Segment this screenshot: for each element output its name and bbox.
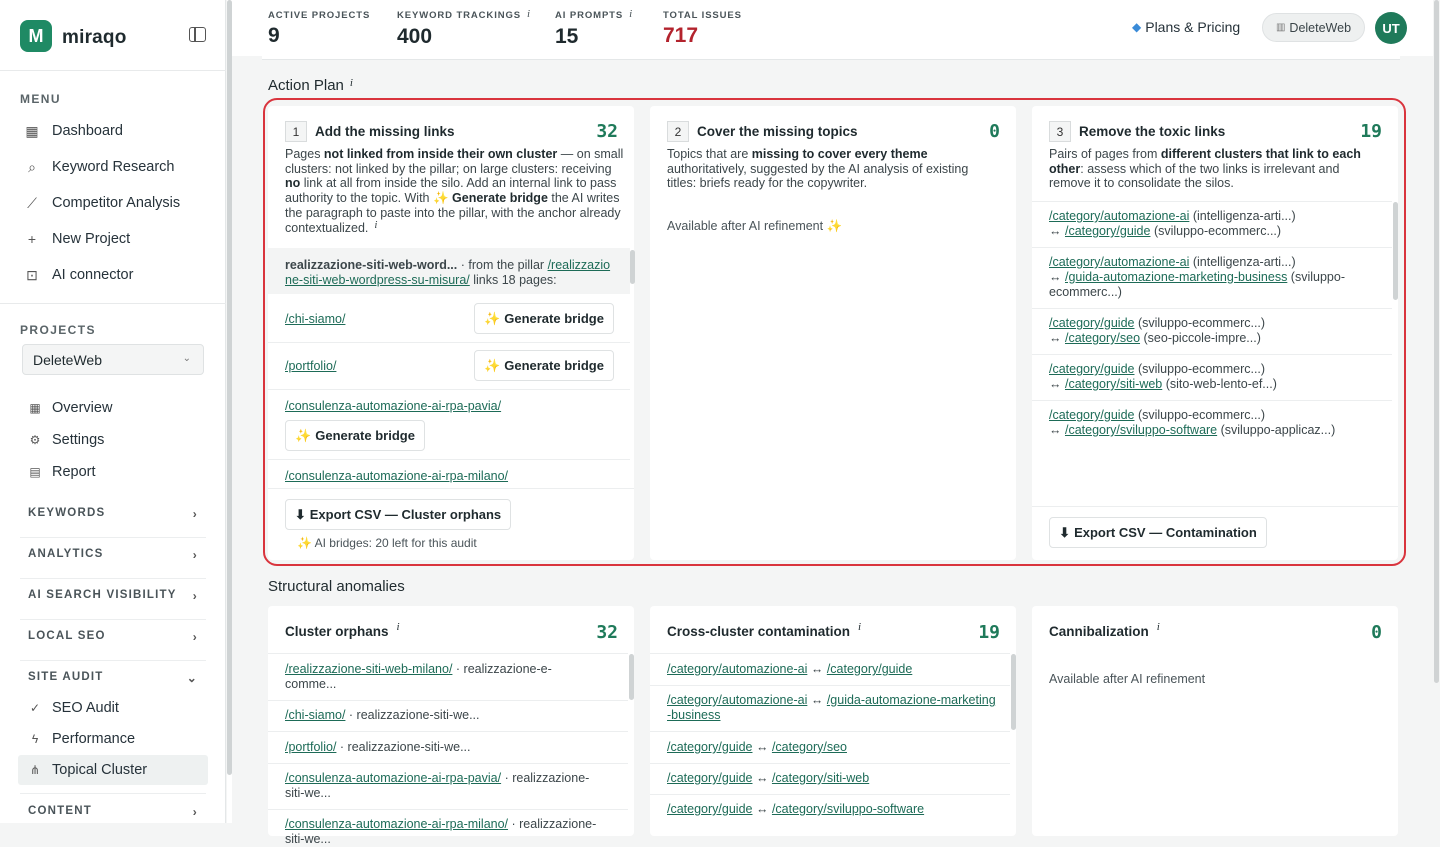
- chevron-down-icon: ⌄: [182, 353, 191, 364]
- card-count: 32: [596, 622, 618, 643]
- toxic-pair: /category/guide (sviluppo-ecommerc...) ↔ /category/seo (seo-piccole-impre...): [1049, 316, 1266, 345]
- orphan-link[interactable]: /chi-siamo/: [285, 312, 346, 326]
- toxic-pair: /category/automazione-ai (intelligenza-arti...) ↔ /category/guide (sviluppo-ecommerc...): [1049, 209, 1296, 238]
- nav-seo-audit[interactable]: ✓ SEO Audit: [29, 700, 119, 716]
- stat-active-projects: ACTIVE PROJECTS 9: [268, 10, 371, 47]
- card-remove-toxic-links: 3 Remove the toxic links 19 Pairs of pages from different clusters that link to each other: assess which of the two links is irrelevant and remove it to consolidate the silos. /category/automazione-ai (intelligenza-arti...) ↔ /category/guide (sviluppo-ecommerc...) /category/automazione-ai (intelligenza-arti...) ↔ /guida-automazione-marketing-business (sviluppo-ecommerc...) /category/guide (sviluppo-ecommerc...) ↔ /category/seo (seo-piccole-impre...) /category/guide (sviluppo-ecommerc...) ↔ /category/siti-web (sito-web-lento-ef...) /category/guide (sviluppo-ecommerc...) ↔ /category/sviluppo-software (sviluppo-applicaz...) ⬇ Export CSV — Contamination: [1032, 106, 1398, 560]
- export-csv-contamination-button[interactable]: ⬇ Export CSV — Contamination: [1049, 517, 1267, 548]
- sparkle-icon: ✨: [295, 427, 312, 443]
- orphan-link[interactable]: /consulenza-automazione-ai-rpa-milano/: [285, 469, 509, 483]
- project-select[interactable]: DeleteWeb ⌄: [22, 344, 204, 375]
- card-title: Cluster orphans: [285, 624, 389, 639]
- chevron-right-icon: ›: [192, 548, 198, 562]
- stat-ai-prompts: AI PROMPTS i 15: [555, 8, 633, 48]
- check-icon: ✓: [29, 701, 41, 715]
- list-item: /consulenza-automazione-ai-rpa-pavia/ · realizzazione-siti-we...: [285, 771, 590, 800]
- info-icon[interactable]: i: [396, 620, 400, 633]
- list-scrollbar[interactable]: [1011, 654, 1016, 730]
- robot-icon: ⊡: [26, 266, 38, 283]
- card-description: Pages not linked from inside their own cluster — on small clusters: not linked by the pillar; on large clusters: receiving no link at all from inside the silo. Add an internal link to pass authority to the topic. With ✨ Generate bridge the AI writes the paragraph to paste into the pillar, with the anchor already contextualized. i: [285, 147, 624, 235]
- generate-bridge-button[interactable]: ✨ Generate bridge: [474, 303, 614, 334]
- download-icon: ⬇: [1059, 524, 1071, 540]
- card-add-missing-links: 1 Add the missing links 32 Pages not linked from inside their own cluster — on small clusters: not linked by the pillar; on large clusters: receiving no link at all from inside the silo. Add an internal link to pass authority to the topic. With ✨ Generate bridge the AI writes the paragraph to paste into the pillar, with the anchor already contextualized. i realizzazione-siti-web-word... · from the pillar /realizzazione-siti-web-wordpress-su-misura/ links 18 pages: /chi-siamo/ ✨ Generate bridge /portfolio/ ✨ Generate bridge /consulenza-automazione-ai-rpa-pavia/ ✨ Generate bridge /consulenza-automazione-ai-rpa-milano/ ⬇ Export CSV — Cluster orphans ✨ AI bridges: 20 left for this audit: [268, 106, 634, 560]
- list-item: /chi-siamo/ · realizzazione-siti-we...: [285, 708, 480, 722]
- list-item: /portfolio/ · realizzazione-siti-we...: [285, 740, 471, 754]
- info-icon[interactable]: i: [374, 218, 378, 231]
- card-count: 19: [978, 622, 1000, 643]
- logo-icon[interactable]: M: [20, 20, 52, 52]
- export-csv-orphans-button[interactable]: ⬇ Export CSV — Cluster orphans: [285, 499, 511, 530]
- nav-ai-connector[interactable]: ⊡ AI connector: [24, 264, 133, 286]
- card-title: Add the missing links: [315, 124, 455, 139]
- share-icon: ⋔: [29, 763, 41, 777]
- card-title: Cover the missing topics: [697, 124, 858, 139]
- sparkle-icon: ✨: [484, 310, 501, 326]
- sidebar-toggle-icon[interactable]: [189, 27, 206, 42]
- list-item: /category/guide ↔ /category/sviluppo-software: [667, 802, 925, 816]
- card-count: 0: [989, 121, 1000, 142]
- group-ai-search-visibility[interactable]: AI SEARCH VISIBILITY ›: [28, 589, 198, 603]
- divider: [0, 303, 226, 304]
- pillar-link[interactable]: /realizzazione-siti-web-wordpress-su-misura/: [285, 258, 611, 287]
- list-item: /category/guide ↔ /category/seo: [667, 740, 847, 754]
- group-content[interactable]: CONTENT ›: [28, 805, 198, 819]
- list-item: /category/automazione-ai ↔ /category/guide: [667, 662, 913, 676]
- card-count: 19: [1360, 121, 1382, 142]
- list-scrollbar[interactable]: [1393, 202, 1398, 300]
- info-icon[interactable]: i: [1156, 620, 1160, 633]
- card-count: 32: [596, 121, 618, 142]
- nav-topical-cluster[interactable]: ⋔ Topical Cluster: [18, 755, 208, 785]
- document-icon: ▤: [29, 465, 41, 479]
- sidebar: [0, 0, 226, 823]
- sparkle-icon: ✨: [484, 357, 501, 373]
- nav-performance[interactable]: ϟ Performance: [28, 728, 135, 750]
- list-item: /consulenza-automazione-ai-rpa-milano/ · realizzazione-siti-we...: [285, 817, 597, 846]
- availability-note: Available after AI refinement: [1049, 672, 1206, 686]
- nav-competitor-analysis[interactable]: ⟋ Competitor Analysis: [24, 192, 180, 214]
- list-item: /category/guide ↔ /category/siti-web: [667, 771, 870, 785]
- nav-dashboard[interactable]: ▦ Dashboard: [25, 122, 123, 139]
- list-item: /category/automazione-ai ↔ /guida-automazione-marketing-business: [667, 693, 996, 722]
- divider: [0, 70, 226, 71]
- group-analytics[interactable]: ANALYTICS ›: [28, 548, 198, 562]
- pillar-row: realizzazione-siti-web-word... · from the pillar /realizzazione-siti-web-wordpress-su-misura/ links 18 pages:: [268, 248, 630, 294]
- chevron-right-icon: ›: [192, 589, 198, 603]
- generate-bridge-button[interactable]: ✨ Generate bridge: [285, 420, 425, 451]
- nav-settings[interactable]: ⚙ Settings: [29, 432, 105, 448]
- plans-pricing-link[interactable]: ◆ Plans & Pricing: [1132, 19, 1241, 35]
- stat-keyword-trackings: KEYWORD TRACKINGS i 400: [397, 8, 531, 48]
- orphan-link[interactable]: /portfolio/: [285, 359, 337, 373]
- toxic-pair: /category/guide (sviluppo-ecommerc...) ↔ /category/sviluppo-software (sviluppo-applicaz...): [1049, 408, 1336, 437]
- group-keywords[interactable]: KEYWORDS ›: [28, 507, 198, 521]
- list-scrollbar[interactable]: [630, 250, 635, 284]
- brand-name[interactable]: miraqo: [62, 27, 127, 48]
- info-icon[interactable]: i: [858, 620, 862, 633]
- group-site-audit[interactable]: SITE AUDIT ⌄: [28, 671, 198, 685]
- project-pill[interactable]: ▥ DeleteWeb: [1262, 13, 1365, 42]
- avatar[interactable]: UT: [1375, 12, 1407, 44]
- gear-icon: ⚙: [29, 433, 41, 447]
- grid-icon: ▦: [25, 122, 39, 139]
- card-description: Topics that are missing to cover every theme authoritatively, suggested by the AI analysis of existing titles: briefs ready for the copywriter.: [667, 147, 969, 191]
- building-icon: ▥: [1275, 22, 1286, 33]
- chevron-right-icon: ›: [192, 630, 198, 644]
- download-icon: ⬇: [294, 506, 306, 522]
- topbar: [232, 0, 1440, 56]
- projects-label: PROJECTS: [20, 323, 96, 337]
- structural-anomalies-title: Structural anomalies: [268, 578, 405, 595]
- card-title: Cannibalization: [1049, 624, 1149, 639]
- info-icon[interactable]: i: [527, 8, 531, 20]
- generate-bridge-button[interactable]: ✨ Generate bridge: [474, 350, 614, 381]
- card-title: Remove the toxic links: [1079, 124, 1226, 139]
- card-description: Pairs of pages from different clusters that link to each other: assess which of the two links is irrelevant and remove it to consolidate the silos.: [1049, 147, 1361, 191]
- info-icon[interactable]: i: [349, 77, 353, 89]
- availability-note: Available after AI refinement ✨: [667, 219, 843, 233]
- action-plan-title: Action Plan $^i$: [268, 77, 353, 94]
- gem-icon: ◆: [1132, 20, 1142, 34]
- nav-report[interactable]: ▤ Report: [29, 464, 96, 480]
- chevron-right-icon: ›: [192, 805, 198, 819]
- chevron-right-icon: ›: [192, 507, 198, 521]
- group-local-seo[interactable]: LOCAL SEO ›: [28, 630, 198, 644]
- orphan-link[interactable]: /consulenza-automazione-ai-rpa-pavia/: [285, 399, 502, 413]
- bridges-left: ✨ AI bridges: 20 left for this audit: [297, 536, 477, 550]
- nav-keyword-research[interactable]: ⌕ Keyword Research: [24, 156, 175, 178]
- card-cannibalization: [1032, 606, 1398, 836]
- chart-icon: ⟋: [27, 194, 37, 211]
- sparkle-icon: ✨: [297, 536, 315, 550]
- card-cross-cluster-contamination: [650, 606, 1016, 836]
- grid-icon: ▦: [29, 401, 41, 415]
- card-cluster-orphans: [268, 606, 634, 846]
- plus-icon: +: [27, 231, 37, 247]
- info-icon[interactable]: i: [629, 8, 633, 20]
- search-icon: ⌕: [28, 158, 36, 175]
- nav-overview[interactable]: ▦ Overview: [29, 400, 113, 416]
- sidebar-scrollbar[interactable]: [227, 0, 232, 823]
- card-title: Cross-cluster contamination: [667, 624, 851, 639]
- bolt-icon: ϟ: [31, 732, 39, 746]
- nav-new-project[interactable]: + New Project: [24, 228, 130, 250]
- toxic-pair: /category/guide (sviluppo-ecommerc...) ↔ /category/siti-web (sito-web-lento-ef...): [1049, 362, 1277, 391]
- list-scrollbar[interactable]: [629, 654, 634, 700]
- card-count: 0: [1371, 622, 1382, 643]
- stat-total-issues: TOTAL ISSUES 717: [663, 10, 742, 47]
- card-cover-missing-topics: 2 Cover the missing topics 0 Topics that are missing to cover every theme authoritatively, suggested by the AI analysis of existing titles: briefs ready for the copywriter. Available after AI refinement ✨: [650, 106, 1016, 560]
- list-item: /realizzazione-siti-web-milano/ · realizzazione-e-comme...: [285, 662, 552, 691]
- menu-label: MENU: [20, 92, 61, 106]
- page-scrollbar[interactable]: [1433, 0, 1440, 823]
- chevron-down-icon: ⌄: [186, 671, 198, 685]
- toxic-pair: /category/automazione-ai (intelligenza-arti...) ↔ /guida-automazione-marketing-business (sviluppo-ecommerc...): [1049, 255, 1345, 299]
